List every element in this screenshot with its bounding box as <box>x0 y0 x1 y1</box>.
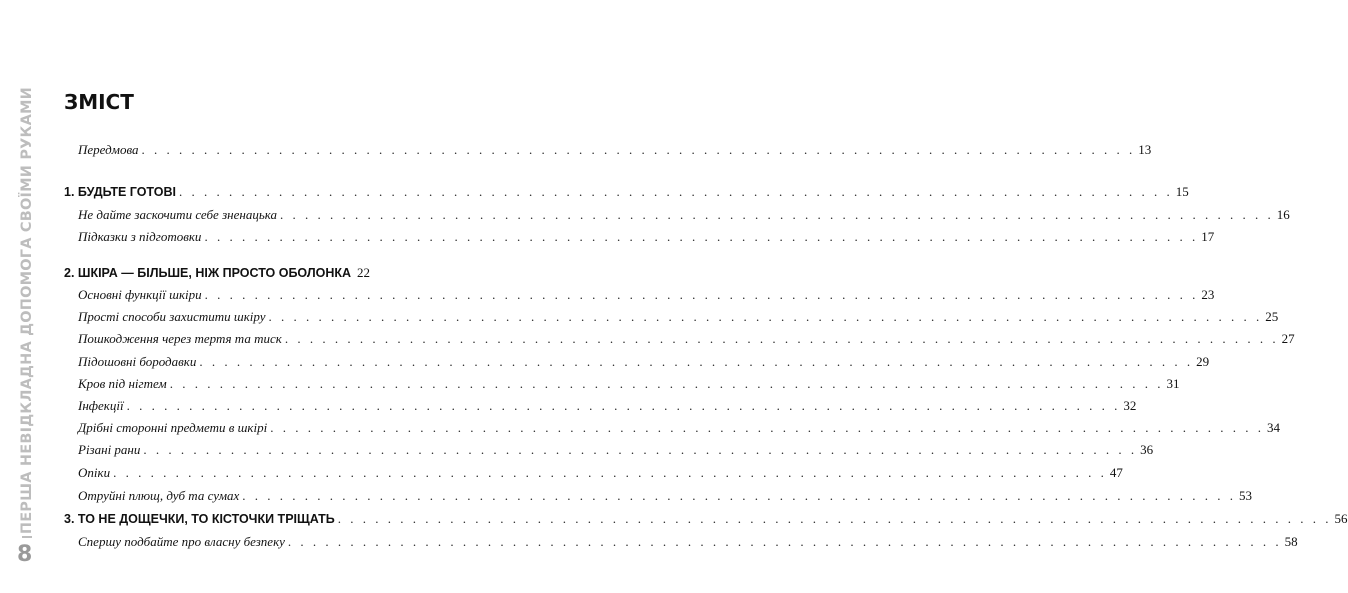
toc-entry-page: 16 <box>1276 207 1290 222</box>
dot-leader: . . . . . . . . . . . . . . . . . . . . . . . . . . . . . . . . . . . . . . . . . . . . . . . . . . . . . . . . . . . . . . . . . . . . . . . . . . . . . . . . <box>143 442 1138 457</box>
toc-chapter-entry <box>64 264 371 282</box>
toc-entry-label: 3. ТО НЕ ДОЩЕЧКИ, ТО КІСТОЧКИ ТРІЩАТЬ <box>64 512 335 526</box>
toc-entry <box>78 487 1253 505</box>
toc-entry-label: Опіки <box>78 465 111 480</box>
dot-leader: . . . . . . . . . . . . . . . . . . . . . . . . . . . . . . . . . . . . . . . . . . . . . . . . . . . . . . . . . . . . . . . . . . . . . . . . . . . . . . . . <box>204 229 1199 244</box>
dot-leader: . . . . . . . . . . . . . . . . . . . . . . . . . . . . . . . . . . . . . . . . . . . . . . . . . . . . . . . . . . . . . . . . . . . . . . . . . . . . . . . . <box>280 207 1274 222</box>
dot-leader: . . . . . . . . . . . . . . . . . . . . . . . . . . . . . . . . . . . . . . . . . . . . . . . . . . . . . . . . . . . . . . . . . . . . . . . . . . . . . . . . <box>199 354 1194 369</box>
contents-heading: ЗМІСТ <box>64 90 134 114</box>
dot-leader: . . . . . . . . . . . . . . . . . . . . . . . . . . . . . . . . . . . . . . . . . . . . . . . . . . . . . . . . . . . . . . . . . . . . . . . . . . . . . . . . <box>126 398 1121 413</box>
dot-leader: . . . . . . . . . . . . . . . . . . . . . . . . . . . . . . . . . . . . . . . . . . . . . . . . . . . . . . . . . . . . . . . . . . . . . . . . . . . . . . . . <box>337 511 1332 526</box>
toc-entry <box>78 464 1123 482</box>
dot-leader: . . . . . . . . . . . . . . . . . . . . . . . . . . . . . . . . . . . . . . . . . . . . . . . . . . . . . . . . . . . . . . . . . . . . . . . . . . . . . . . . <box>178 184 1173 199</box>
toc-entry <box>78 141 1152 159</box>
toc-entry-page: 29 <box>1196 354 1210 369</box>
toc-entry <box>78 353 1210 371</box>
dot-leader: . . . . . . . . . . . . . . . . . . . . . . . . . . . . . . . . . . . . . . . . . . . . . . . . . . . . . . . . . . . . . . . . . . . . . . . . . . . . . . . . <box>242 488 1237 503</box>
toc-entry <box>78 228 1215 246</box>
toc-entry <box>78 375 1180 393</box>
dot-leader: . . . . . . . . . . . . . . . . . . . . . . . . . . . . . . . . . . . . . . . . . . . . . . . . . . . . . . . . . . . . . . . . . . . . . . . . . . . . . . . . <box>113 465 1107 480</box>
dot-leader: . . . . . . . . . . . . . . . . . . . . . . . . . . . . . . . . . . . . . . . . . . . . . . . . . . . . . . . . . . . . . . . . . . . . . . . . . . . . . . . . <box>141 142 1136 157</box>
toc-chapter-entry <box>64 183 1189 201</box>
dot-leader: . . . . . . . . . . . . . . . . . . . . . . . . . . . . . . . . . . . . . . . . . . . . . . . . . . . . . . . . . . . . . . . . . . . . . . . . . . . . . . . . <box>268 309 1263 324</box>
toc-entry <box>78 533 1298 551</box>
page-number: 8 <box>17 542 33 567</box>
toc-entry-page: 15 <box>1175 184 1189 199</box>
dot-leader: . . . . . . . . . . . . . . . . . . . . . . . . . . . . . . . . . . . . . . . . . . . . . . . . . . . . . . . . . . . . . . . . . . . . . . . . . . . . . . . . <box>169 376 1164 391</box>
dot-leader: . . . . . . . . . . . . . . . . . . . . . . . . . . . . . . . . . . . . . . . . . . . . . . . . . . . . . . . . . . . . . . . . . . . . . . . . . . . . . . . . <box>204 287 1199 302</box>
toc-entry-label: Підошовні бородавки <box>78 354 197 369</box>
toc-entry-label: Пошкодження через тертя та тиск <box>78 331 282 346</box>
toc-entry-label: Передмова <box>78 142 139 157</box>
toc-entry-label: Прості способи захистити шкіру <box>78 309 266 324</box>
toc-entry-page: 32 <box>1123 398 1137 413</box>
toc-entry-page: 36 <box>1140 442 1154 457</box>
toc-entry-label: Не дайте заскочити себе зненацька <box>78 207 277 222</box>
toc-entry-label: Отруйні плющ, дуб та сумах <box>78 488 240 503</box>
toc-entry <box>78 397 1137 415</box>
toc-entry-page: 58 <box>1284 534 1298 549</box>
toc-entry-label: Інфекції <box>78 398 124 413</box>
toc-entry-label: Дрібні сторонні предмети в шкірі <box>78 420 268 435</box>
toc-entry-page: 31 <box>1166 376 1180 391</box>
toc-entry <box>78 419 1280 437</box>
toc-entry-label: Основні функції шкіри <box>78 287 202 302</box>
dot-leader: . . . . . . . . . . . . . . . . . . . . . . . . . . . . . . . . . . . . . . . . . . . . . . . . . . . . . . . . . . . . . . . . . . . . . . . . . . . . . . . . <box>270 420 1264 435</box>
toc-entry <box>78 330 1295 348</box>
toc-entry-page: 23 <box>1201 287 1215 302</box>
toc-entry-label: Кров під нігтем <box>78 376 167 391</box>
toc-entry <box>78 286 1215 304</box>
toc-entry-label: Різані рани <box>78 442 141 457</box>
toc-entry-page: 13 <box>1138 142 1152 157</box>
toc-entry-page: 22 <box>357 265 371 280</box>
toc-entry-label: 2. ШКІРА — БІЛЬШЕ, НІЖ ПРОСТО ОБОЛОНКА <box>64 266 352 280</box>
toc-entry-page: 56 <box>1334 511 1348 526</box>
toc-entry-label: Підказки з підготовки <box>78 229 202 244</box>
toc-entry <box>78 308 1279 326</box>
toc-entry-page: 34 <box>1266 420 1280 435</box>
toc-entry-page: 25 <box>1265 309 1279 324</box>
toc-entry-label: 1. БУДЬТЕ ГОТОВІ <box>64 185 176 199</box>
toc-entry-page: 17 <box>1201 229 1215 244</box>
running-book-title-text: ПЕРША НЕВІДКЛАДНА ДОПОМОГА СВОЇМИ РУКАМИ <box>19 86 35 534</box>
toc-entry-label: Спершу подбайте про власну безпеку <box>78 534 285 549</box>
toc-chapter-entry <box>64 510 1348 528</box>
toc-entry <box>78 441 1154 459</box>
toc-entry-page: 47 <box>1109 465 1123 480</box>
dot-leader: . . . . . . . . . . . . . . . . . . . . . . . . . . . . . . . . . . . . . . . . . . . . . . . . . . . . . . . . . . . . . . . . . . . . . . . . . . . . . . . . <box>287 534 1282 549</box>
toc-entry-page: 53 <box>1239 488 1253 503</box>
toc-entry-page: 27 <box>1281 331 1295 346</box>
toc-entry <box>78 206 1290 224</box>
dot-leader: . . . . . . . . . . . . . . . . . . . . . . . . . . . . . . . . . . . . . . . . . . . . . . . . . . . . . . . . . . . . . . . . . . . . . . . . . . . . . . . . <box>284 331 1279 346</box>
